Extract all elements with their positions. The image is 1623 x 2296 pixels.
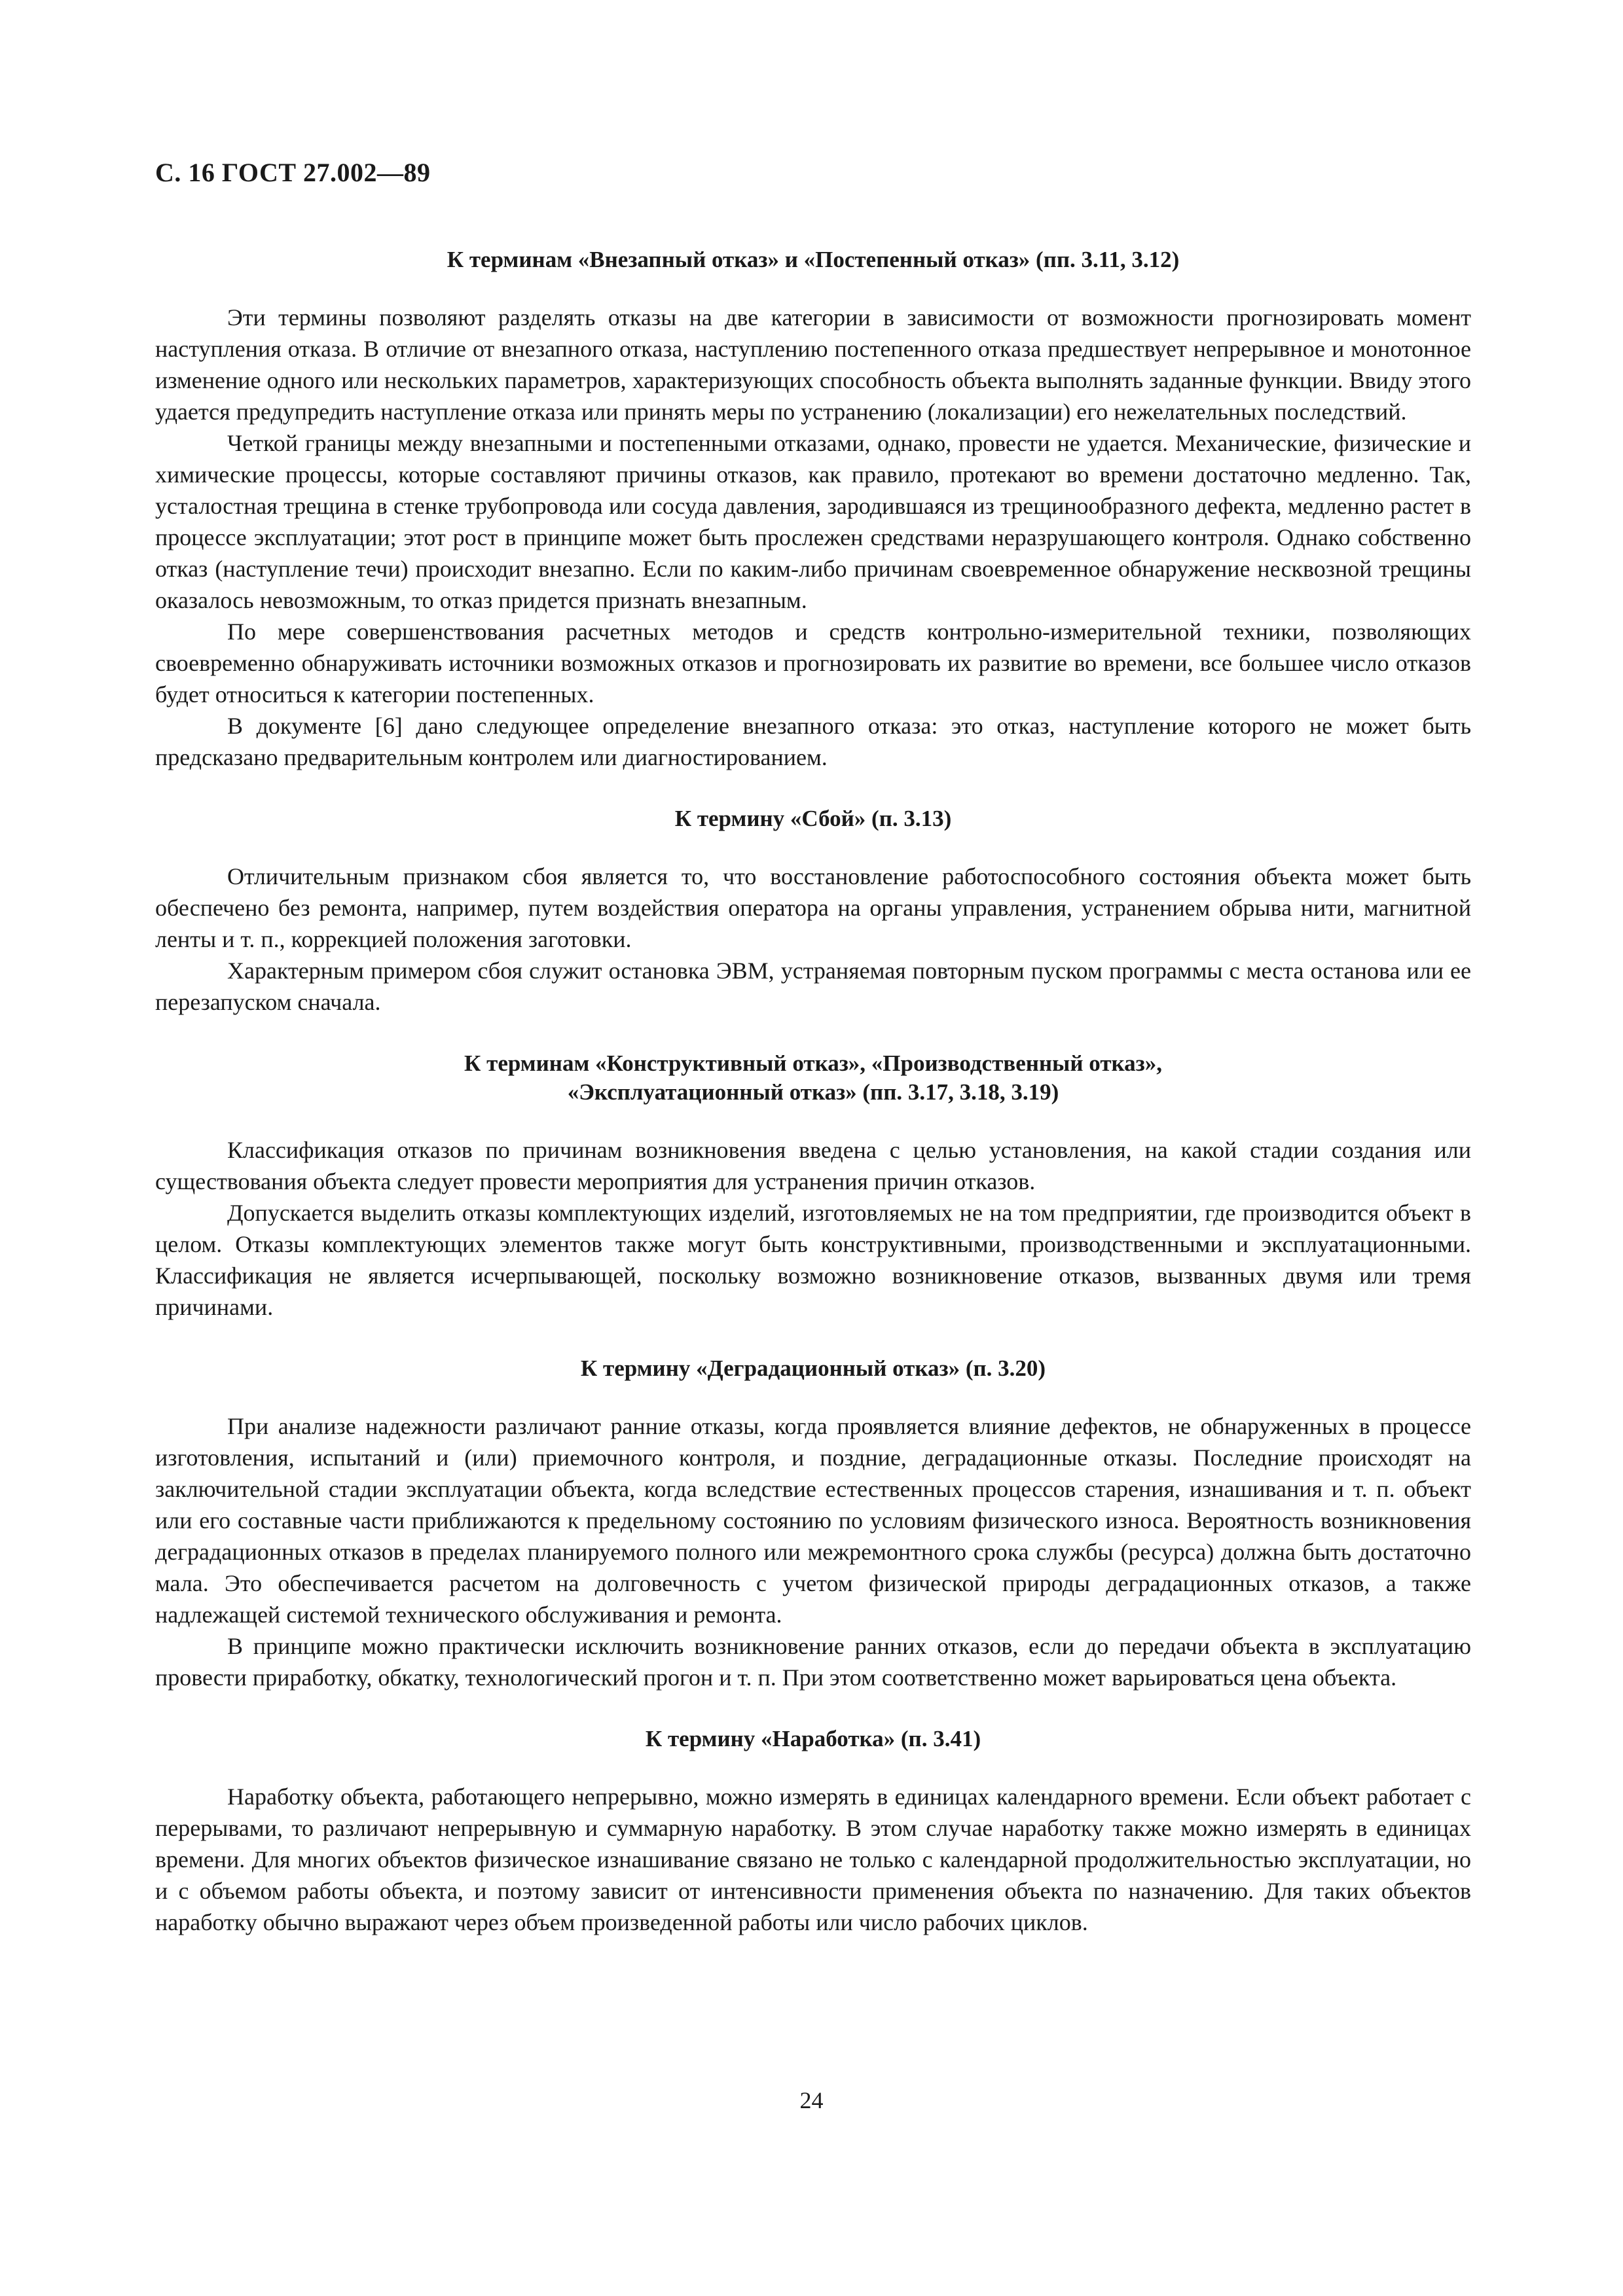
page-number: 24 (799, 2087, 824, 2113)
section-title-line: К термину «Деградационный отказ» (п. 3.20) (580, 1355, 1046, 1381)
paragraph: В документе [6] дано следующее определение внезапного отказа: это отказ, наступление которого не может быть предсказано предварительным контролем или диагностированием. (155, 713, 1471, 770)
paragraph: По мере совершенствования расчетных методов и средств контрольно-измерительной техники, позволяющих своевременно обнаруживать источники возможных отказов и прогнозировать их развитие во времени, все большее число отказов будет относиться к категории постепенных. (155, 619, 1471, 708)
paragraph: Четкой границы между внезапными и постепенными отказами, однако, провести не удается. Механические, физические и химические процессы, которые составляют причины отказов, как правило, протекают во времени достаточно медленно. Так, усталостная трещина в стенке трубопровода или сосуда давления, зародившаяся из трещинообразного дефекта, медленно растет в процессе эксплуатации; этот рост в принципе может быть прослежен средствами неразрушающего контроля. Однако собственно отказ (наступление течи) происходит внезапно. Если по каким-либо причинам своевременное обнаружение несквозной трещины оказалось невозможным, то отказ придется признать внезапным. (155, 430, 1471, 613)
document-header: С. 16 ГОСТ 27.002—89 (155, 158, 431, 187)
paragraph: Классификация отказов по причинам возникновения введена с целью установления, на какой стадии создания или существования объекта следует провести мероприятия для устранения причин отказов. (155, 1137, 1471, 1194)
paragraph: При анализе надежности различают ранние отказы, когда проявляется влияние дефектов, не обнаруженных в процессе изготовления, испытаний и (или) приемочного контроля, и поздние, деградационные отказы. Последние происходят на заключительной стадии эксплуатации объекта, когда вследствие естественных процессов старения, изнашивания и т. п. объект или его составные части приближаются к предельному состоянию по условиям физического износа. Вероятность возникновения деградационных отказов в пределах планируемого полного или межремонтного срока службы (ресурса) должна быть достаточно мала. Это обеспечивается расчетом на долговечность с учетом физической природы деградационных отказов, а также надлежащей системой технического обслуживания и ремонта. (155, 1413, 1471, 1628)
section-title-line: К терминам «Внезапный отказ» и «Постепенный отказ» (пп. 3.11, 3.12) (447, 247, 1180, 272)
section-title-line: К терминам «Конструктивный отказ», «Производственный отказ», (464, 1050, 1162, 1076)
section-title (155, 1049, 1471, 1107)
section-title-line: «Эксплуатационный отказ» (пп. 3.17, 3.18, 3.19) (567, 1079, 1059, 1105)
paragraph: Характерным примером сбоя служит остановка ЭВМ, устраняемая повторным пуском программы с места останова или ее перезапуском сначала. (155, 958, 1471, 1015)
paragraph: Эти термины позволяют разделять отказы на две категории в зависимости от возможности прогнозировать момент наступления отказа. В отличие от внезапного отказа, наступлению постепенного отказа предшествует непрерывное и монотонное изменение одного или нескольких параметров, характеризующих способность объекта выполнять заданные функции. Ввиду этого удается предупредить наступление отказа или принять меры по устранению (локализации) его нежелательных последствий. (155, 304, 1471, 425)
paragraph: Наработку объекта, работающего непрерывно, можно измерять в единицах календарного времени. Если объект работает с перерывами, то различают непрерывную и суммарную наработку. В этом случае наработку также можно измерять в единицах времени. Для многих объектов физическое изнашивание связано не только с календарной продолжительностью эксплуатации, но и с объемом работы объекта, и поэтому зависит от интенсивности применения объекта по назначению. Для таких объектов наработку обычно выражают через объем произведенной работы или число рабочих циклов. (155, 1784, 1471, 1935)
paragraph: Допускается выделить отказы комплектующих изделий, изготовляемых не на том предприятии, где производится объект в целом. Отказы комплектующих элементов также могут быть конструктивными, производственными и эксплуатационными. Классификация не является исчерпывающей, поскольку возможно возникновение отказов, вызванных двумя или тремя причинами. (155, 1200, 1471, 1320)
section-operating-time (155, 1725, 1471, 1938)
section-design-production-operation-failure (155, 1049, 1471, 1323)
section-title-line: К термину «Наработка» (п. 3.41) (645, 1726, 981, 1751)
section-glitch (155, 804, 1471, 1018)
section-title (155, 1354, 1471, 1383)
section-title (155, 804, 1471, 833)
paragraph: В принципе можно практически исключить возникновение ранних отказов, если до передачи объекта в эксплуатацию провести приработку, обкатку, технологический прогон и т. п. При этом соответственно может варьироваться цена объекта. (155, 1633, 1471, 1691)
paragraph: Отличительным признаком сбоя является то, что восстановление работоспособного состояния объекта может быть обеспечено без ремонта, например, путем воздействия оператора на органы управления, устранением обрыва нити, магнитной ленты и т. п., коррекцией положения заготовки. (155, 863, 1471, 952)
section-degradation-failure (155, 1354, 1471, 1693)
section-title-line: К термину «Сбой» (п. 3.13) (674, 806, 952, 831)
section-title (155, 245, 1471, 274)
document-page (155, 157, 1471, 1969)
section-title (155, 1725, 1471, 1753)
section-sudden-gradual-failure (155, 245, 1471, 773)
